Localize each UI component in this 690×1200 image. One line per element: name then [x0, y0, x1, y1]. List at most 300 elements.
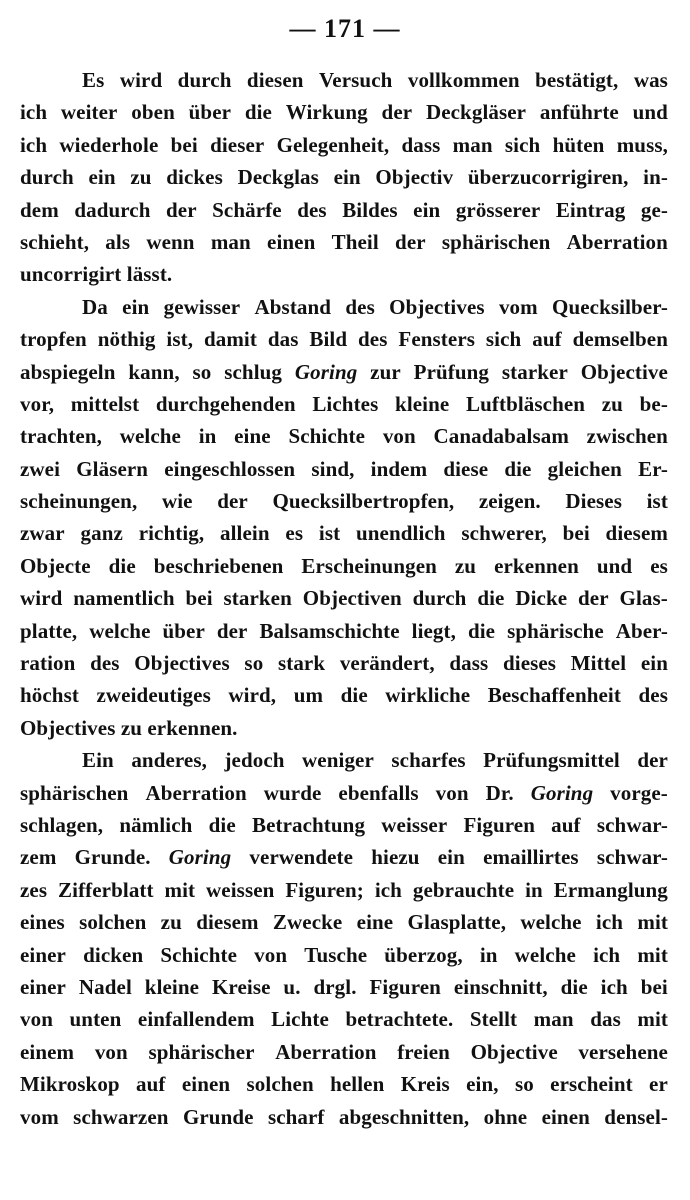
text-line [20, 388, 668, 420]
word: gewisser [163, 294, 241, 319]
word: zu [160, 910, 182, 935]
word: Goring [530, 780, 594, 805]
word: tropfen [20, 327, 87, 352]
word: Betrachtung [251, 812, 366, 837]
word: dass [401, 132, 441, 157]
word: schwerer, [461, 521, 547, 546]
text-line [20, 96, 668, 128]
word: mittelst [70, 391, 140, 416]
word: durchgehenden [155, 391, 296, 416]
word: in [479, 942, 498, 967]
word: Glas- [619, 586, 668, 611]
word: sich [504, 132, 541, 157]
word: Kreis [400, 1072, 450, 1097]
word: der [216, 618, 248, 643]
word: eines [20, 910, 65, 935]
word: Theil [331, 229, 379, 254]
word: allein [220, 521, 270, 546]
text-line [20, 906, 668, 938]
word: Quecksilbertropfen, [272, 489, 455, 514]
word: drgl. [313, 974, 357, 999]
word: Zifferblatt [58, 877, 154, 902]
word: dem [20, 197, 59, 222]
word: Deckgläser [425, 100, 527, 125]
word: Kreise [211, 974, 271, 999]
word: einen [181, 1072, 231, 1097]
word: ration [20, 651, 76, 676]
page-number: — 171 — [289, 14, 401, 43]
word: eingeschlossen [164, 456, 296, 481]
word: gebrauchte [412, 877, 515, 902]
word: Quecksilber- [552, 294, 668, 319]
word: die [504, 456, 532, 481]
word: hüten [552, 132, 605, 157]
word: richtig, [138, 521, 205, 546]
word: auf [136, 1072, 166, 1097]
word: versehene [578, 1039, 668, 1064]
word: von [382, 424, 416, 449]
word: ein [333, 165, 361, 190]
word: vorge- [610, 780, 668, 805]
word: vor, [20, 391, 55, 416]
word: ich [595, 910, 624, 935]
word: zwar [20, 521, 65, 546]
word: man [452, 132, 493, 157]
word: die [208, 812, 236, 837]
word: Schichte [288, 424, 366, 449]
word: freien [397, 1039, 450, 1064]
word: Objectives [134, 651, 230, 676]
word: wenn [146, 229, 195, 254]
word: zwischen [586, 424, 668, 449]
text-line [20, 874, 668, 906]
word: Glasplatte, [407, 910, 507, 935]
word: oben [131, 100, 175, 125]
word: Wirkung [285, 100, 368, 125]
word: Nadel [78, 974, 132, 999]
word: Prüfungsmittel [483, 748, 620, 773]
text-line [20, 777, 668, 809]
word: ein [122, 294, 150, 319]
word: kann, [128, 359, 180, 384]
word: schlug [224, 359, 283, 384]
word: sphärischen [441, 229, 551, 254]
word: Ermanglung [553, 877, 668, 902]
paragraph-1 [20, 64, 668, 291]
word: liegt, [411, 618, 456, 643]
word: ich [20, 100, 48, 125]
word: durch [412, 586, 467, 611]
text-line [20, 420, 668, 452]
word: und [596, 553, 633, 578]
word: starker [501, 359, 568, 384]
word: mit [637, 910, 668, 935]
word: beschriebenen [153, 553, 284, 578]
word: schieht, [20, 229, 90, 254]
word: höchst [20, 683, 79, 708]
body-text [20, 64, 668, 1133]
word: Beschaffenheit [487, 683, 621, 708]
word: die [340, 683, 368, 708]
word: Es [82, 68, 105, 92]
word: sphärischer [148, 1039, 255, 1064]
word: Goring [294, 359, 358, 384]
text-line [20, 1101, 668, 1133]
word: des [638, 683, 668, 708]
word: in [525, 877, 543, 902]
word: starken [223, 586, 292, 611]
word: Abstand [254, 294, 332, 319]
word: welche [89, 618, 151, 643]
word: die [467, 618, 496, 643]
word: es [650, 553, 668, 578]
word: vom [20, 1104, 59, 1129]
word: in- [643, 165, 668, 190]
text-line [20, 939, 668, 971]
word: ist [318, 521, 341, 546]
word: ge- [640, 197, 668, 222]
word: ich [593, 942, 621, 967]
word: wurde [263, 780, 322, 805]
word: man [210, 229, 251, 254]
word: der [578, 586, 609, 611]
word: Erscheinungen [301, 553, 437, 578]
word: Mittel [570, 651, 627, 676]
word: über [162, 618, 205, 643]
word: weiter [60, 100, 118, 125]
word: schwar- [596, 812, 668, 837]
word: die [244, 100, 272, 125]
word: Bildes [342, 197, 398, 222]
word: Objectiv [375, 165, 454, 190]
word: muss, [616, 132, 668, 157]
word: zwei [20, 456, 61, 481]
word: der [637, 748, 668, 773]
word: stark [277, 651, 326, 676]
word: jedoch [224, 748, 285, 773]
word: schwar- [596, 845, 668, 870]
word: einschnitt, [453, 974, 548, 999]
word: über [188, 100, 232, 125]
word: schlagen, [20, 812, 104, 837]
word: diesem [605, 521, 668, 546]
word: dieser [210, 132, 265, 157]
word: kleine [395, 391, 450, 416]
word: unendlich [355, 521, 446, 546]
word: Objecte [20, 553, 91, 578]
word: Luftbläschen [466, 391, 586, 416]
word: vollkommen [407, 68, 520, 92]
word: Schichte [160, 942, 238, 967]
word: und [632, 100, 668, 125]
text-line [20, 809, 668, 841]
text-line [20, 64, 668, 96]
word: Canadabalsam [433, 424, 569, 449]
word: ein [437, 845, 465, 870]
word: durch [177, 68, 232, 92]
word: der [395, 229, 426, 254]
text-line [20, 744, 668, 776]
word: emaillirtes [483, 845, 579, 870]
word: wird [20, 586, 63, 611]
word: zur [370, 359, 401, 384]
word: nöthig [97, 327, 156, 352]
word: wiederhole [59, 132, 159, 157]
word: diesem [196, 910, 259, 935]
paragraph-2 [20, 291, 668, 744]
word: hellen [330, 1072, 385, 1097]
word: Gläsern [76, 456, 149, 481]
text-line [20, 1068, 668, 1100]
word: Aberration [566, 229, 668, 254]
word: Grunde. [74, 845, 151, 870]
text-line [20, 647, 668, 679]
word: einem [20, 1039, 75, 1064]
word: Aber- [615, 618, 668, 643]
paragraph-3 [20, 744, 668, 1133]
word: Er- [638, 456, 668, 481]
word: es [285, 521, 304, 546]
word: scheinungen, [20, 489, 138, 514]
word: Ein [82, 748, 114, 773]
word: zeigen. [478, 489, 541, 514]
word: dickes [166, 165, 223, 190]
text-line [20, 550, 668, 582]
word: zu [130, 165, 152, 190]
word: densel- [604, 1104, 668, 1129]
word: Objective [580, 359, 668, 384]
word: gleichen [547, 456, 622, 481]
word: überzog, [384, 942, 463, 967]
text-line [20, 679, 668, 711]
word: solchen [246, 1072, 314, 1097]
word: indem [370, 456, 428, 481]
word: Prüfung [413, 359, 490, 384]
word: von [20, 1007, 53, 1032]
word: ebenfalls [338, 780, 419, 805]
word: namentlich [73, 586, 175, 611]
word: zu [601, 391, 623, 416]
word: weniger [302, 748, 374, 773]
word: wirkliche [385, 683, 471, 708]
word: Objectiven [302, 586, 402, 611]
word: anderes, [131, 748, 207, 773]
word: Dicke [515, 586, 568, 611]
word: ein, [466, 1072, 499, 1097]
word: zweideutiges [96, 683, 211, 708]
word: zu [454, 553, 477, 578]
word: so [514, 1072, 534, 1097]
word: sphärische [507, 618, 604, 643]
word: die [560, 974, 588, 999]
word: bestätigt, [535, 68, 619, 92]
word: Objectives [389, 294, 485, 319]
word: demselben [572, 327, 668, 352]
word: grösserer [455, 197, 541, 222]
word: u. [283, 974, 301, 999]
word: trachten, [20, 424, 102, 449]
word: als [105, 229, 131, 254]
word: bei [185, 586, 213, 611]
text-line: uncorrigirt lässt. [20, 262, 173, 287]
word: betrachtete. [345, 1007, 454, 1032]
word: Da [82, 294, 108, 319]
text-line [20, 323, 668, 355]
word: ganz [80, 521, 123, 546]
word: Deckglas [237, 165, 319, 190]
word: sphärischen [20, 780, 129, 805]
word: ich [374, 877, 402, 902]
word: bei [562, 521, 590, 546]
text-line [20, 841, 668, 873]
word: dass [449, 651, 489, 676]
word: welche [520, 910, 582, 935]
word: in [198, 424, 217, 449]
word: des [297, 197, 327, 222]
text-line [20, 356, 668, 388]
word: Zwecke [272, 910, 343, 935]
text-line [20, 161, 668, 193]
word: platte, [20, 618, 78, 643]
word: das [590, 1007, 621, 1032]
word: abspiegeln [20, 359, 116, 384]
word: hiezu [371, 845, 420, 870]
word: Versuch [318, 68, 393, 92]
word: dicken [83, 942, 144, 967]
word: einen [267, 229, 316, 254]
word: man [533, 1007, 574, 1032]
word: Bild [309, 327, 348, 352]
text-line: Objectives zu erkennen. [20, 715, 238, 740]
word: ich [600, 974, 628, 999]
word: Aberration [145, 780, 247, 805]
word: Dieses [565, 489, 622, 514]
word: von [435, 780, 469, 805]
word: von [254, 942, 288, 967]
word: des [345, 294, 375, 319]
word: auf [532, 327, 562, 352]
word: unten [69, 1007, 122, 1032]
word: Mikroskop [20, 1072, 120, 1097]
word: der [217, 489, 248, 514]
word: welche [119, 424, 181, 449]
word: sind, [311, 456, 355, 481]
word: wird [119, 68, 163, 92]
word: Lichtes [312, 391, 379, 416]
word: verändert, [339, 651, 435, 676]
word: Goring [168, 845, 232, 870]
word: mit [637, 942, 668, 967]
word: ein [88, 165, 116, 190]
word: Grunde [182, 1104, 254, 1129]
word: die [108, 553, 136, 578]
text-line [20, 582, 668, 614]
text-line [20, 129, 668, 161]
word: Gelegenheit, [276, 132, 390, 157]
word: ohne [483, 1104, 528, 1129]
word: Dr. [485, 780, 514, 805]
word: um [293, 683, 324, 708]
word: weisser [381, 812, 448, 837]
text-line [20, 485, 668, 517]
word: welche [514, 942, 576, 967]
word: Lichte [271, 1007, 329, 1032]
word: Schärfe [212, 197, 282, 222]
word: einen [541, 1104, 590, 1129]
word: schwarzen [73, 1104, 169, 1129]
word: zes [20, 877, 48, 902]
word: bei [170, 132, 198, 157]
word: durch [20, 165, 74, 190]
word: be- [639, 391, 668, 416]
word: ich [20, 132, 48, 157]
word: eine [234, 424, 271, 449]
word: er [649, 1072, 668, 1097]
word: dieses [502, 651, 557, 676]
word: anführte [539, 100, 619, 125]
word: solchen [79, 910, 147, 935]
text-line [20, 291, 668, 323]
word: ein [640, 651, 668, 676]
word: Figuren [369, 974, 441, 999]
word: wie [161, 489, 193, 514]
word: Figuren; [285, 877, 364, 902]
word: einer [20, 942, 66, 967]
word: kleine [144, 974, 200, 999]
word: der [166, 197, 197, 222]
word: scharf [267, 1104, 325, 1129]
word: eine [356, 910, 394, 935]
word: das [267, 327, 299, 352]
word: vom [498, 294, 538, 319]
word: Fensters [398, 327, 476, 352]
word: einer [20, 974, 66, 999]
word: erscheint [550, 1072, 633, 1097]
word: diese [443, 456, 489, 481]
word: mit [637, 1007, 668, 1032]
word: so [192, 359, 212, 384]
word: überzucorrigiren, [467, 165, 629, 190]
word: Stellt [469, 1007, 518, 1032]
word: dadurch [74, 197, 151, 222]
word: ist, [166, 327, 194, 352]
word: die [477, 586, 505, 611]
word: des [90, 651, 120, 676]
word: was [633, 68, 668, 92]
word: Aberration [275, 1039, 377, 1064]
word: scharfes [391, 748, 466, 773]
word: bei [640, 974, 668, 999]
word: Balsamschichte [259, 618, 400, 643]
word: Objective [470, 1039, 558, 1064]
word: sich [485, 327, 522, 352]
word: zem [20, 845, 57, 870]
text-line [20, 453, 668, 485]
word: ist [646, 489, 668, 514]
word: ein [413, 197, 441, 222]
text-line [20, 226, 668, 258]
word: wird, [228, 683, 277, 708]
word: nämlich [119, 812, 193, 837]
text-line [20, 615, 668, 647]
word: Tusche [304, 942, 368, 967]
word: mit [164, 877, 196, 902]
text-line [20, 1003, 668, 1035]
word: von [94, 1039, 128, 1064]
word: damit [203, 327, 257, 352]
word: des [358, 327, 388, 352]
word: Eintrag [555, 197, 626, 222]
